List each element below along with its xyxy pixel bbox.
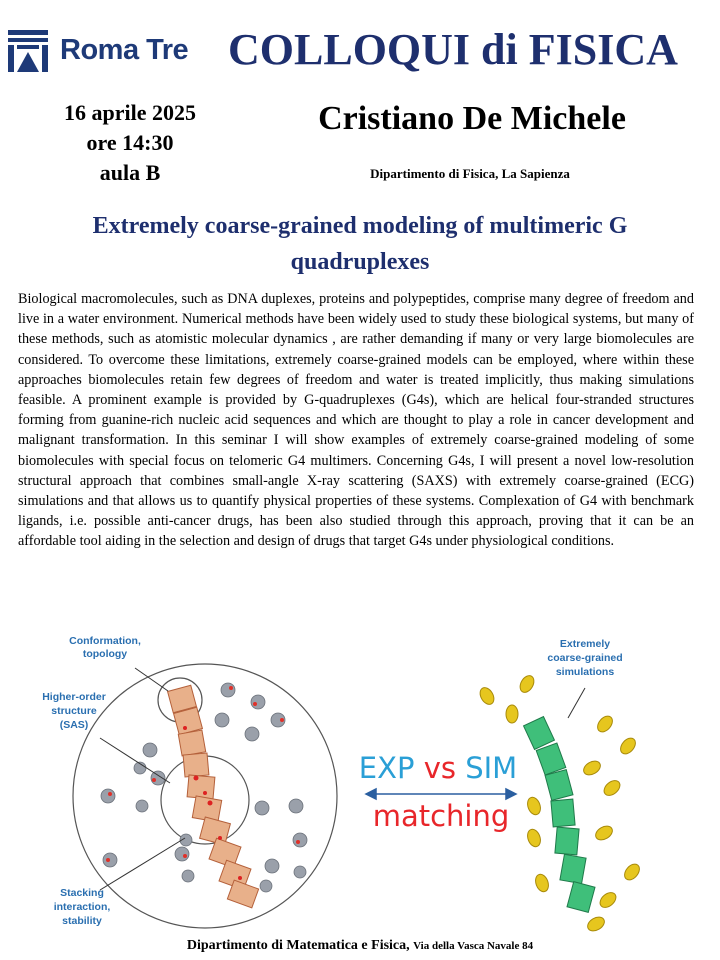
g4-stack [168, 685, 259, 908]
matching-label: matching [372, 799, 510, 833]
event-date: 16 aprile 2025 [64, 100, 196, 125]
label-stacking: Stacking [60, 887, 104, 899]
label-topology: topology [82, 648, 128, 660]
label-sas: (SAS) [59, 719, 89, 731]
double-arrow-icon [366, 789, 516, 799]
event-room: aula B [99, 160, 161, 185]
speaker-affiliation: Dipartimento di Fisica, La Sapienza [370, 166, 570, 181]
talk-abstract: Biological macromolecules, such as DNA duplexes, proteins and polypeptides, comprise many degree of freedom and live in a water environment. Numerical methods have been widely used to study these biological systems, but many of these methods, such as atomistic molecular dynamics , are rather demanding if many or very large biomolecules are considered. To overcome these limitations, extremely coarse-grained models can be employed, where within these approaches biomolecules retain few degrees of freedom and water is treated implicitly, thus making simulations feasible. A prominent example is provided by G-quadruplexes (G4s), which are helical four-stranded structures forming from guanine-rich nucleic acid sequences and which are thought to play a role in cancer development and malignant transformation. In this seminar I will show examples of extremely coarse-grained modeling of some biomolecules with special focus on telomeric G4 multimers. Concerning G4s, I will present a novel low-resolution structural approach that combines small-angle X-ray scattering (SAXS) with extremely coarse-grained (ECG) simulations and that allows us to quantify physical properties of these systems. Complexation of G4 with benchmark ligands, i.e. possible anti-cancer drugs, has been also studied through this approach, proving that it can be an affordable tool aiding in the selection and design of drugs that target G4s under physiological conditions. [18, 291, 694, 550]
label-interaction: interaction, [53, 901, 111, 913]
footer-department: Dipartimento di Matematica e Fisica, [186, 938, 410, 953]
label-higher-order: Higher-order [42, 691, 106, 703]
roma-tre-logo-icon [8, 30, 48, 72]
footer [0, 938, 720, 954]
speaker-name: Cristiano De Michele [318, 100, 626, 137]
institution-name: Roma Tre [60, 34, 189, 66]
talk-title: Extremely coarse-grained modeling of multimeric G quadruplexes [92, 213, 628, 275]
illustration-figure [0, 628, 720, 938]
event-details [40, 98, 220, 188]
label-structure: structure [51, 705, 97, 717]
label-simulations: simulations [555, 666, 615, 678]
footer-address: Via della Vasca Navale 84 [413, 940, 534, 952]
series-title: COLLOQUI di FISICA [228, 25, 678, 74]
label-conformation: Conformation, [69, 635, 141, 647]
event-time: ore 14:30 [86, 130, 174, 155]
label-coarse-grained: coarse-grained [547, 652, 623, 664]
label-stability: stability [62, 915, 102, 927]
label-extremely: Extremely [559, 638, 611, 650]
exp-vs-sim-heading: EXP vs SIM [358, 751, 518, 785]
roma-tre-logo [8, 30, 198, 72]
